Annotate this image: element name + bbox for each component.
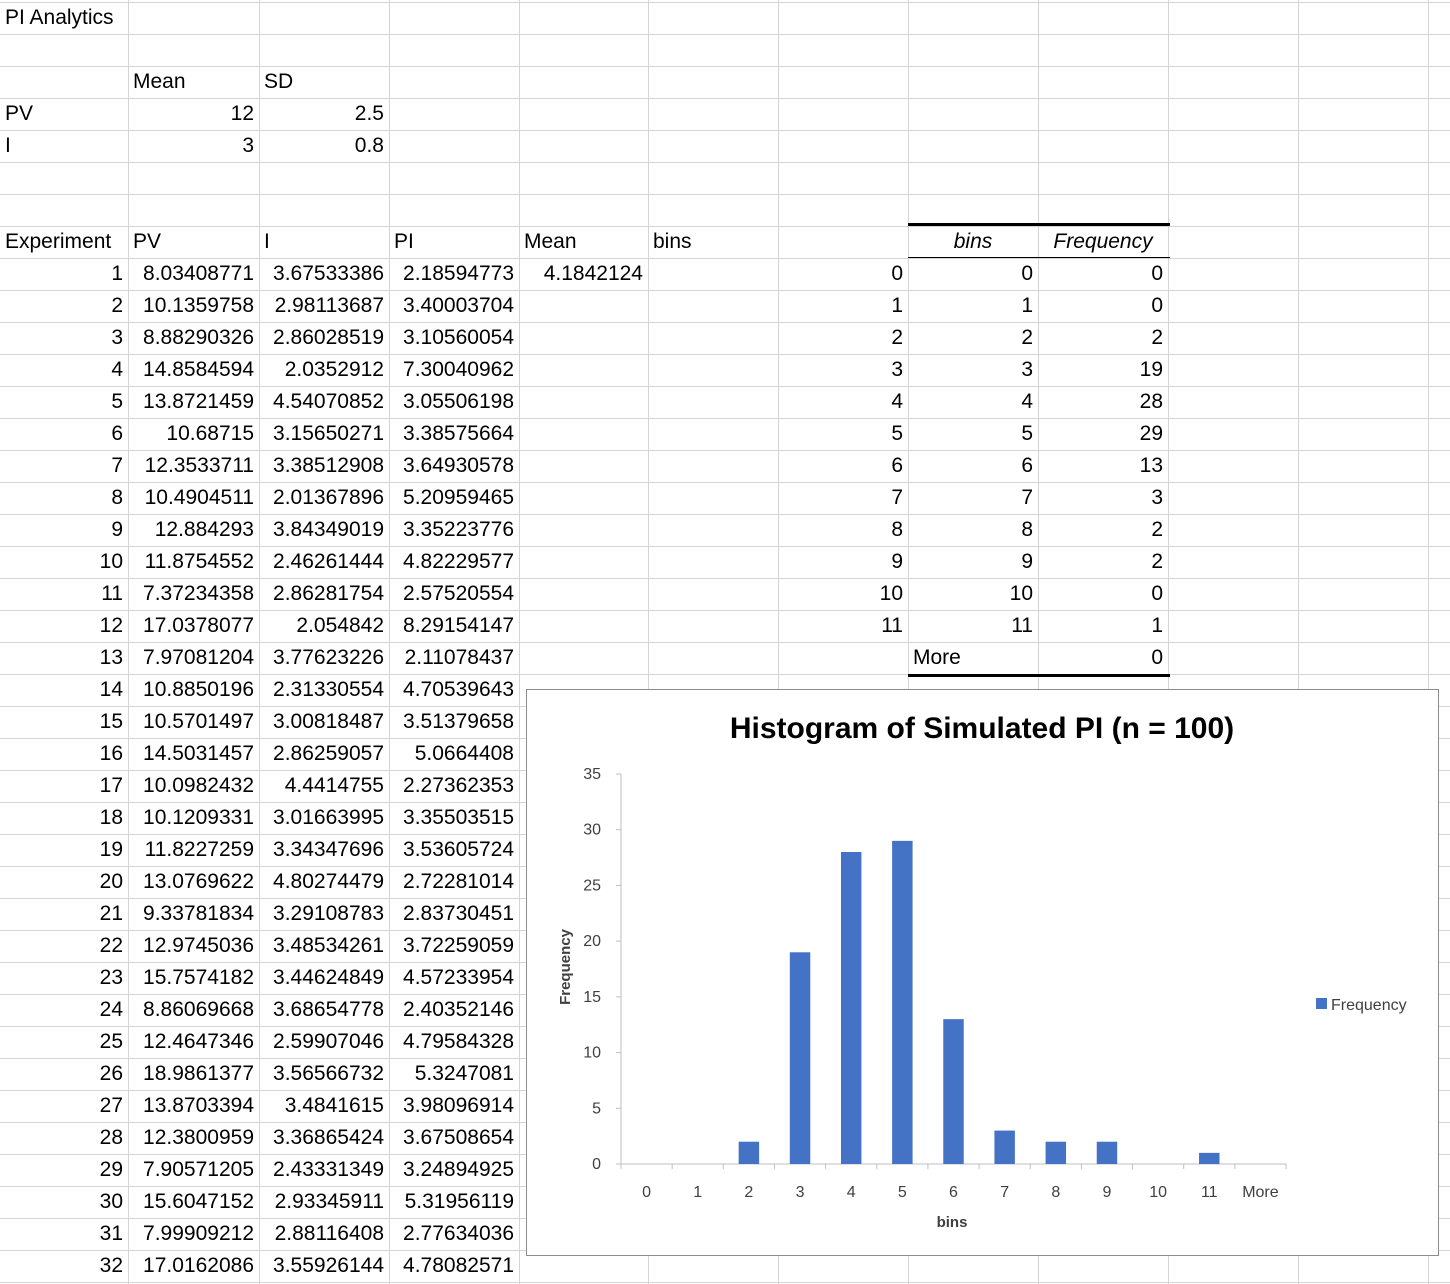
bins-value[interactable]: 5	[891, 422, 903, 445]
pv-value[interactable]: 8.88290326	[143, 326, 254, 349]
x-tick-label: 2	[744, 1184, 754, 1201]
pv-value[interactable]: 12.3533711	[144, 454, 254, 477]
experiment-number[interactable]: 6	[111, 422, 123, 445]
i-value[interactable]: 3.34347696	[273, 838, 384, 861]
bins-value[interactable]: 3	[891, 358, 903, 381]
pi-value[interactable]: 7.30040962	[403, 358, 514, 381]
experiment-number[interactable]: 5	[111, 390, 123, 413]
x-tick-label: 5	[897, 1184, 907, 1201]
pi-value[interactable]: 4.57233954	[403, 966, 514, 989]
chart-title: Histogram of Simulated PI (n = 100)	[729, 712, 1235, 745]
freq-bin[interactable]: 5	[1021, 422, 1033, 445]
freq-bin[interactable]: 1	[1021, 294, 1033, 317]
y-axis-label: Frequency	[557, 929, 574, 1005]
freq-count[interactable]: 0	[1151, 646, 1163, 669]
pi-value[interactable]: 2.40352146	[403, 998, 514, 1021]
legend-swatch	[1316, 998, 1327, 1009]
bins-value[interactable]: 10	[879, 582, 903, 605]
pv-value[interactable]: 14.8584594	[143, 358, 254, 381]
bins-value[interactable]: 9	[891, 550, 903, 573]
freq-table-header-border	[908, 257, 1170, 258]
experiment-number[interactable]: 8	[111, 486, 123, 509]
param-mean-value[interactable]: 3	[242, 134, 254, 157]
experiment-number[interactable]: 11	[101, 582, 123, 605]
param-mean-value[interactable]: 12	[230, 102, 254, 125]
freq-count[interactable]: 2	[1151, 518, 1163, 541]
freq-bin[interactable]: 2	[1021, 326, 1033, 349]
y-tick-label: 35	[583, 766, 601, 783]
x-tick-label: 7	[1000, 1184, 1010, 1201]
bins-value[interactable]: 4	[891, 390, 903, 413]
param-sd-value[interactable]: 2.5	[354, 102, 384, 125]
pi-value[interactable]: 4.79584328	[403, 1030, 514, 1053]
pv-value[interactable]: 11.8227259	[144, 838, 254, 861]
histogram-bar	[1046, 1142, 1066, 1164]
i-value[interactable]: 3.44624849	[273, 966, 384, 989]
freq-count[interactable]: 1	[1151, 614, 1163, 637]
freq-bin[interactable]: 3	[1021, 358, 1033, 381]
i-value[interactable]: 2.86281754	[273, 582, 384, 605]
pv-value[interactable]: 13.0769622	[143, 870, 254, 893]
mean-value[interactable]: 4.1842124	[543, 262, 643, 285]
i-value[interactable]: 2.46261444	[273, 550, 384, 573]
i-value[interactable]: 2.0352912	[284, 358, 384, 381]
pi-value[interactable]: 3.38575664	[403, 422, 514, 445]
pi-value[interactable]: 2.72281014	[403, 870, 514, 893]
i-value[interactable]: 3.36865424	[273, 1126, 384, 1149]
freq-table-top-border	[908, 223, 1170, 226]
experiment-number[interactable]: 1	[111, 262, 123, 285]
freq-bin[interactable]: 10	[1009, 582, 1033, 605]
experiment-number[interactable]: 15	[99, 710, 123, 733]
i-value[interactable]: 2.93345911	[274, 1190, 384, 1213]
i-value[interactable]: 3.48534261	[273, 934, 384, 957]
experiment-number[interactable]: 25	[99, 1030, 123, 1053]
experiment-number[interactable]: 19	[99, 838, 123, 861]
pv-value[interactable]: 15.7574182	[143, 966, 254, 989]
i-value[interactable]: 3.67533386	[273, 262, 384, 285]
freq-count[interactable]: 29	[1139, 422, 1163, 445]
pv-value[interactable]: 10.4904511	[144, 486, 254, 509]
freq-count[interactable]: 2	[1151, 326, 1163, 349]
freq-bin[interactable]: 8	[1021, 518, 1033, 541]
pv-value[interactable]: 13.8721459	[143, 390, 254, 413]
freq-table-bottom-border	[908, 674, 1170, 677]
experiment-number[interactable]: 17	[99, 774, 123, 797]
pv-value[interactable]: 7.99909212	[143, 1222, 254, 1245]
bins-value[interactable]: 7	[891, 486, 903, 509]
histogram-bar	[994, 1131, 1014, 1164]
i-value[interactable]: 2.31330554	[273, 678, 384, 701]
bins-value[interactable]: 8	[891, 518, 903, 541]
x-tick-label: 3	[795, 1184, 805, 1201]
i-value[interactable]: 4.80274479	[273, 870, 384, 893]
histogram-bar	[1097, 1142, 1117, 1164]
legend	[1316, 997, 1407, 1014]
pi-value[interactable]: 3.35503515	[403, 806, 514, 829]
x-tick-label: 8	[1051, 1184, 1061, 1201]
pi-value[interactable]: 2.18594773	[403, 262, 514, 285]
x-tick-label: 6	[949, 1184, 958, 1201]
pv-value[interactable]: 17.0378077	[143, 614, 254, 637]
header-bins[interactable]: bins	[653, 230, 692, 253]
histogram-bar	[790, 952, 810, 1164]
i-value[interactable]: 3.4841615	[284, 1094, 384, 1117]
y-tick-label: 10	[583, 1044, 601, 1062]
y-tick-label: 20	[583, 933, 601, 951]
pv-value[interactable]: 10.1209331	[143, 806, 254, 829]
param-label[interactable]: I	[5, 134, 11, 157]
pi-value[interactable]: 4.70539643	[403, 678, 514, 701]
x-tick-label: 11	[1200, 1184, 1218, 1201]
pv-value[interactable]: 14.5031457	[143, 742, 254, 765]
histogram-bar	[943, 1019, 963, 1164]
i-value[interactable]: 2.59907046	[273, 1030, 384, 1053]
pi-value[interactable]: 3.72259059	[403, 934, 514, 957]
pi-value[interactable]: 4.78082571	[403, 1254, 514, 1277]
i-value[interactable]: 2.98113687	[274, 294, 384, 317]
i-value[interactable]: 4.54070852	[273, 390, 384, 413]
pv-value[interactable]: 10.8850196	[143, 678, 254, 701]
header-i[interactable]: I	[264, 230, 270, 253]
i-value[interactable]: 3.29108783	[273, 902, 384, 925]
experiment-number[interactable]: 3	[111, 326, 123, 349]
experiment-number[interactable]: 21	[99, 902, 123, 925]
pv-value[interactable]: 18.9861377	[143, 1062, 254, 1085]
pv-value[interactable]: 9.33781834	[143, 902, 254, 925]
pi-value[interactable]: 3.35223776	[403, 518, 514, 541]
x-tick-label: More	[1242, 1184, 1279, 1201]
experiment-number[interactable]: 10	[99, 550, 123, 573]
pv-value[interactable]: 10.68715	[166, 422, 254, 445]
pi-value[interactable]: 5.3247081	[414, 1062, 514, 1085]
header-pv[interactable]: PV	[133, 230, 162, 253]
pv-value[interactable]: 10.0982432	[143, 774, 254, 797]
pv-value[interactable]: 12.3800959	[143, 1126, 254, 1149]
pv-value[interactable]: 10.5701497	[143, 710, 254, 733]
freq-header-bins[interactable]: bins	[953, 230, 993, 253]
i-value[interactable]: 3.84349019	[273, 518, 384, 541]
pi-value[interactable]: 2.83730451	[403, 902, 514, 925]
x-tick-label: 4	[846, 1184, 856, 1201]
sheet-title-cell[interactable]: PI Analytics	[5, 6, 114, 29]
x-axis-label: bins	[936, 1214, 968, 1231]
y-tick-label: 25	[583, 877, 601, 895]
experiment-number[interactable]: 2	[111, 294, 123, 317]
i-value[interactable]: 2.054842	[296, 614, 384, 637]
freq-bin[interactable]: 6	[1021, 454, 1033, 477]
pi-value[interactable]: 2.27362353	[403, 774, 514, 797]
freq-count[interactable]: 0	[1151, 294, 1163, 317]
experiment-number[interactable]: 22	[99, 934, 123, 957]
experiment-number[interactable]: 16	[99, 742, 123, 765]
i-value[interactable]: 2.88116408	[274, 1222, 384, 1245]
y-tick-label: 30	[583, 821, 601, 839]
param-label[interactable]: PV	[5, 102, 34, 125]
pi-value[interactable]: 3.05506198	[403, 390, 514, 413]
x-tick-label: 10	[1149, 1184, 1168, 1201]
freq-count[interactable]: 19	[1139, 358, 1163, 381]
freq-count[interactable]: 13	[1139, 454, 1163, 477]
pv-value[interactable]: 11.8754552	[144, 550, 254, 573]
x-tick-label: 9	[1102, 1184, 1112, 1201]
param-header-sd[interactable]: SD	[264, 70, 294, 93]
freq-count[interactable]: 2	[1151, 550, 1163, 573]
pv-value[interactable]: 12.884293	[154, 518, 254, 541]
pi-value[interactable]: 3.40003704	[403, 294, 514, 317]
i-value[interactable]: 3.38512908	[273, 454, 384, 477]
pi-value[interactable]: 3.24894925	[403, 1158, 514, 1181]
i-value[interactable]: 3.56566732	[273, 1062, 384, 1085]
pv-value[interactable]: 8.86069668	[143, 998, 254, 1021]
experiment-number[interactable]: 13	[99, 646, 123, 669]
pi-value[interactable]: 3.10560054	[403, 326, 514, 349]
header-experiment[interactable]: Experiment	[5, 230, 112, 253]
pi-value[interactable]: 5.31956119	[404, 1190, 514, 1213]
pi-value[interactable]: 3.53605724	[403, 838, 514, 861]
pi-value[interactable]: 3.67508654	[403, 1126, 514, 1149]
freq-count[interactable]: 0	[1151, 262, 1163, 285]
x-tick-label: 0	[642, 1184, 652, 1201]
experiment-number[interactable]: 4	[111, 358, 123, 381]
pv-value[interactable]: 12.4647346	[143, 1030, 254, 1053]
histogram-bar	[739, 1142, 759, 1164]
param-header-mean[interactable]: Mean	[133, 70, 186, 93]
i-value[interactable]: 2.01367896	[273, 486, 384, 509]
pv-value[interactable]: 15.6047152	[143, 1190, 254, 1213]
i-value[interactable]: 2.86028519	[273, 326, 384, 349]
y-tick-label: 5	[592, 1100, 601, 1118]
experiment-number[interactable]: 14	[99, 678, 123, 701]
freq-bin[interactable]: 0	[1021, 262, 1033, 285]
freq-bin[interactable]: 11	[1011, 614, 1033, 637]
freq-count[interactable]: 3	[1151, 486, 1163, 509]
freq-bin[interactable]: 4	[1021, 390, 1033, 413]
bins-value[interactable]: 1	[891, 294, 903, 317]
pv-value[interactable]: 17.0162086	[143, 1254, 254, 1277]
bins-value[interactable]: 2	[891, 326, 903, 349]
histogram-bar	[892, 841, 912, 1164]
experiment-number[interactable]: 23	[99, 966, 123, 989]
pv-value[interactable]: 7.97081204	[143, 646, 254, 669]
freq-count[interactable]: 28	[1139, 390, 1163, 413]
pv-value[interactable]: 12.9745036	[143, 934, 254, 957]
i-value[interactable]: 3.68654778	[273, 998, 384, 1021]
histogram-bar	[841, 852, 861, 1164]
plot-area	[583, 766, 1286, 1201]
experiment-number[interactable]: 31	[99, 1222, 123, 1245]
freq-bin[interactable]: More	[913, 646, 961, 669]
i-value[interactable]: 3.01663995	[273, 806, 384, 829]
pv-value[interactable]: 8.03408771	[143, 262, 254, 285]
header-pi[interactable]: PI	[394, 230, 414, 253]
freq-bin[interactable]: 9	[1021, 550, 1033, 573]
pi-value[interactable]: 4.82229577	[403, 550, 514, 573]
histogram-chart[interactable]	[526, 689, 1439, 1256]
pv-value[interactable]: 10.1359758	[143, 294, 254, 317]
pv-value[interactable]: 13.8703394	[143, 1094, 254, 1117]
pi-value[interactable]: 5.20959465	[403, 486, 514, 509]
i-value[interactable]: 2.86259057	[273, 742, 384, 765]
i-value[interactable]: 2.43331349	[273, 1158, 384, 1181]
freq-header-frequency[interactable]: Frequency	[1053, 230, 1153, 253]
pi-value[interactable]: 2.57520554	[403, 582, 514, 605]
experiment-number[interactable]: 32	[99, 1254, 123, 1277]
experiment-number[interactable]: 24	[99, 998, 123, 1021]
pi-value[interactable]: 5.0664408	[414, 742, 514, 765]
experiment-number[interactable]: 12	[99, 614, 123, 637]
i-value[interactable]: 3.55926144	[273, 1254, 384, 1277]
histogram-svg	[527, 690, 1437, 1254]
i-value[interactable]: 3.00818487	[273, 710, 384, 733]
pi-value[interactable]: 3.98096914	[403, 1094, 514, 1117]
bins-value[interactable]: 11	[881, 614, 903, 637]
param-sd-value[interactable]: 0.8	[354, 134, 384, 157]
legend-label: Frequency	[1331, 997, 1407, 1014]
i-value[interactable]: 3.15650271	[273, 422, 384, 445]
header-mean[interactable]: Mean	[524, 230, 577, 253]
pi-value[interactable]: 3.51379658	[403, 710, 514, 733]
i-value[interactable]: 4.4414755	[284, 774, 384, 797]
x-tick-label: 1	[693, 1184, 703, 1201]
y-tick-label: 15	[583, 988, 601, 1006]
pv-value[interactable]: 7.90571205	[143, 1158, 254, 1181]
freq-bin[interactable]: 7	[1021, 486, 1033, 509]
pv-value[interactable]: 7.37234358	[143, 582, 254, 605]
experiment-number[interactable]: 20	[99, 870, 123, 893]
pi-value[interactable]: 2.11078437	[404, 646, 514, 669]
experiment-number[interactable]: 9	[111, 518, 123, 541]
histogram-bar	[1199, 1153, 1219, 1164]
experiment-number[interactable]: 7	[111, 454, 123, 477]
y-tick-label: 0	[592, 1156, 601, 1173]
i-value[interactable]: 3.77623226	[273, 646, 384, 669]
pi-value[interactable]: 8.29154147	[403, 614, 514, 637]
bins-value[interactable]: 0	[891, 262, 903, 285]
experiment-number[interactable]: 28	[99, 1126, 123, 1149]
experiment-number[interactable]: 27	[99, 1094, 123, 1117]
pi-value[interactable]: 2.77634036	[403, 1222, 514, 1245]
experiment-number[interactable]: 26	[99, 1062, 123, 1085]
experiment-number[interactable]: 29	[99, 1158, 123, 1181]
pi-value[interactable]: 3.64930578	[403, 454, 514, 477]
experiment-number[interactable]: 30	[99, 1190, 123, 1213]
experiment-number[interactable]: 18	[99, 806, 123, 829]
bins-value[interactable]: 6	[891, 454, 903, 477]
freq-count[interactable]: 0	[1151, 582, 1163, 605]
